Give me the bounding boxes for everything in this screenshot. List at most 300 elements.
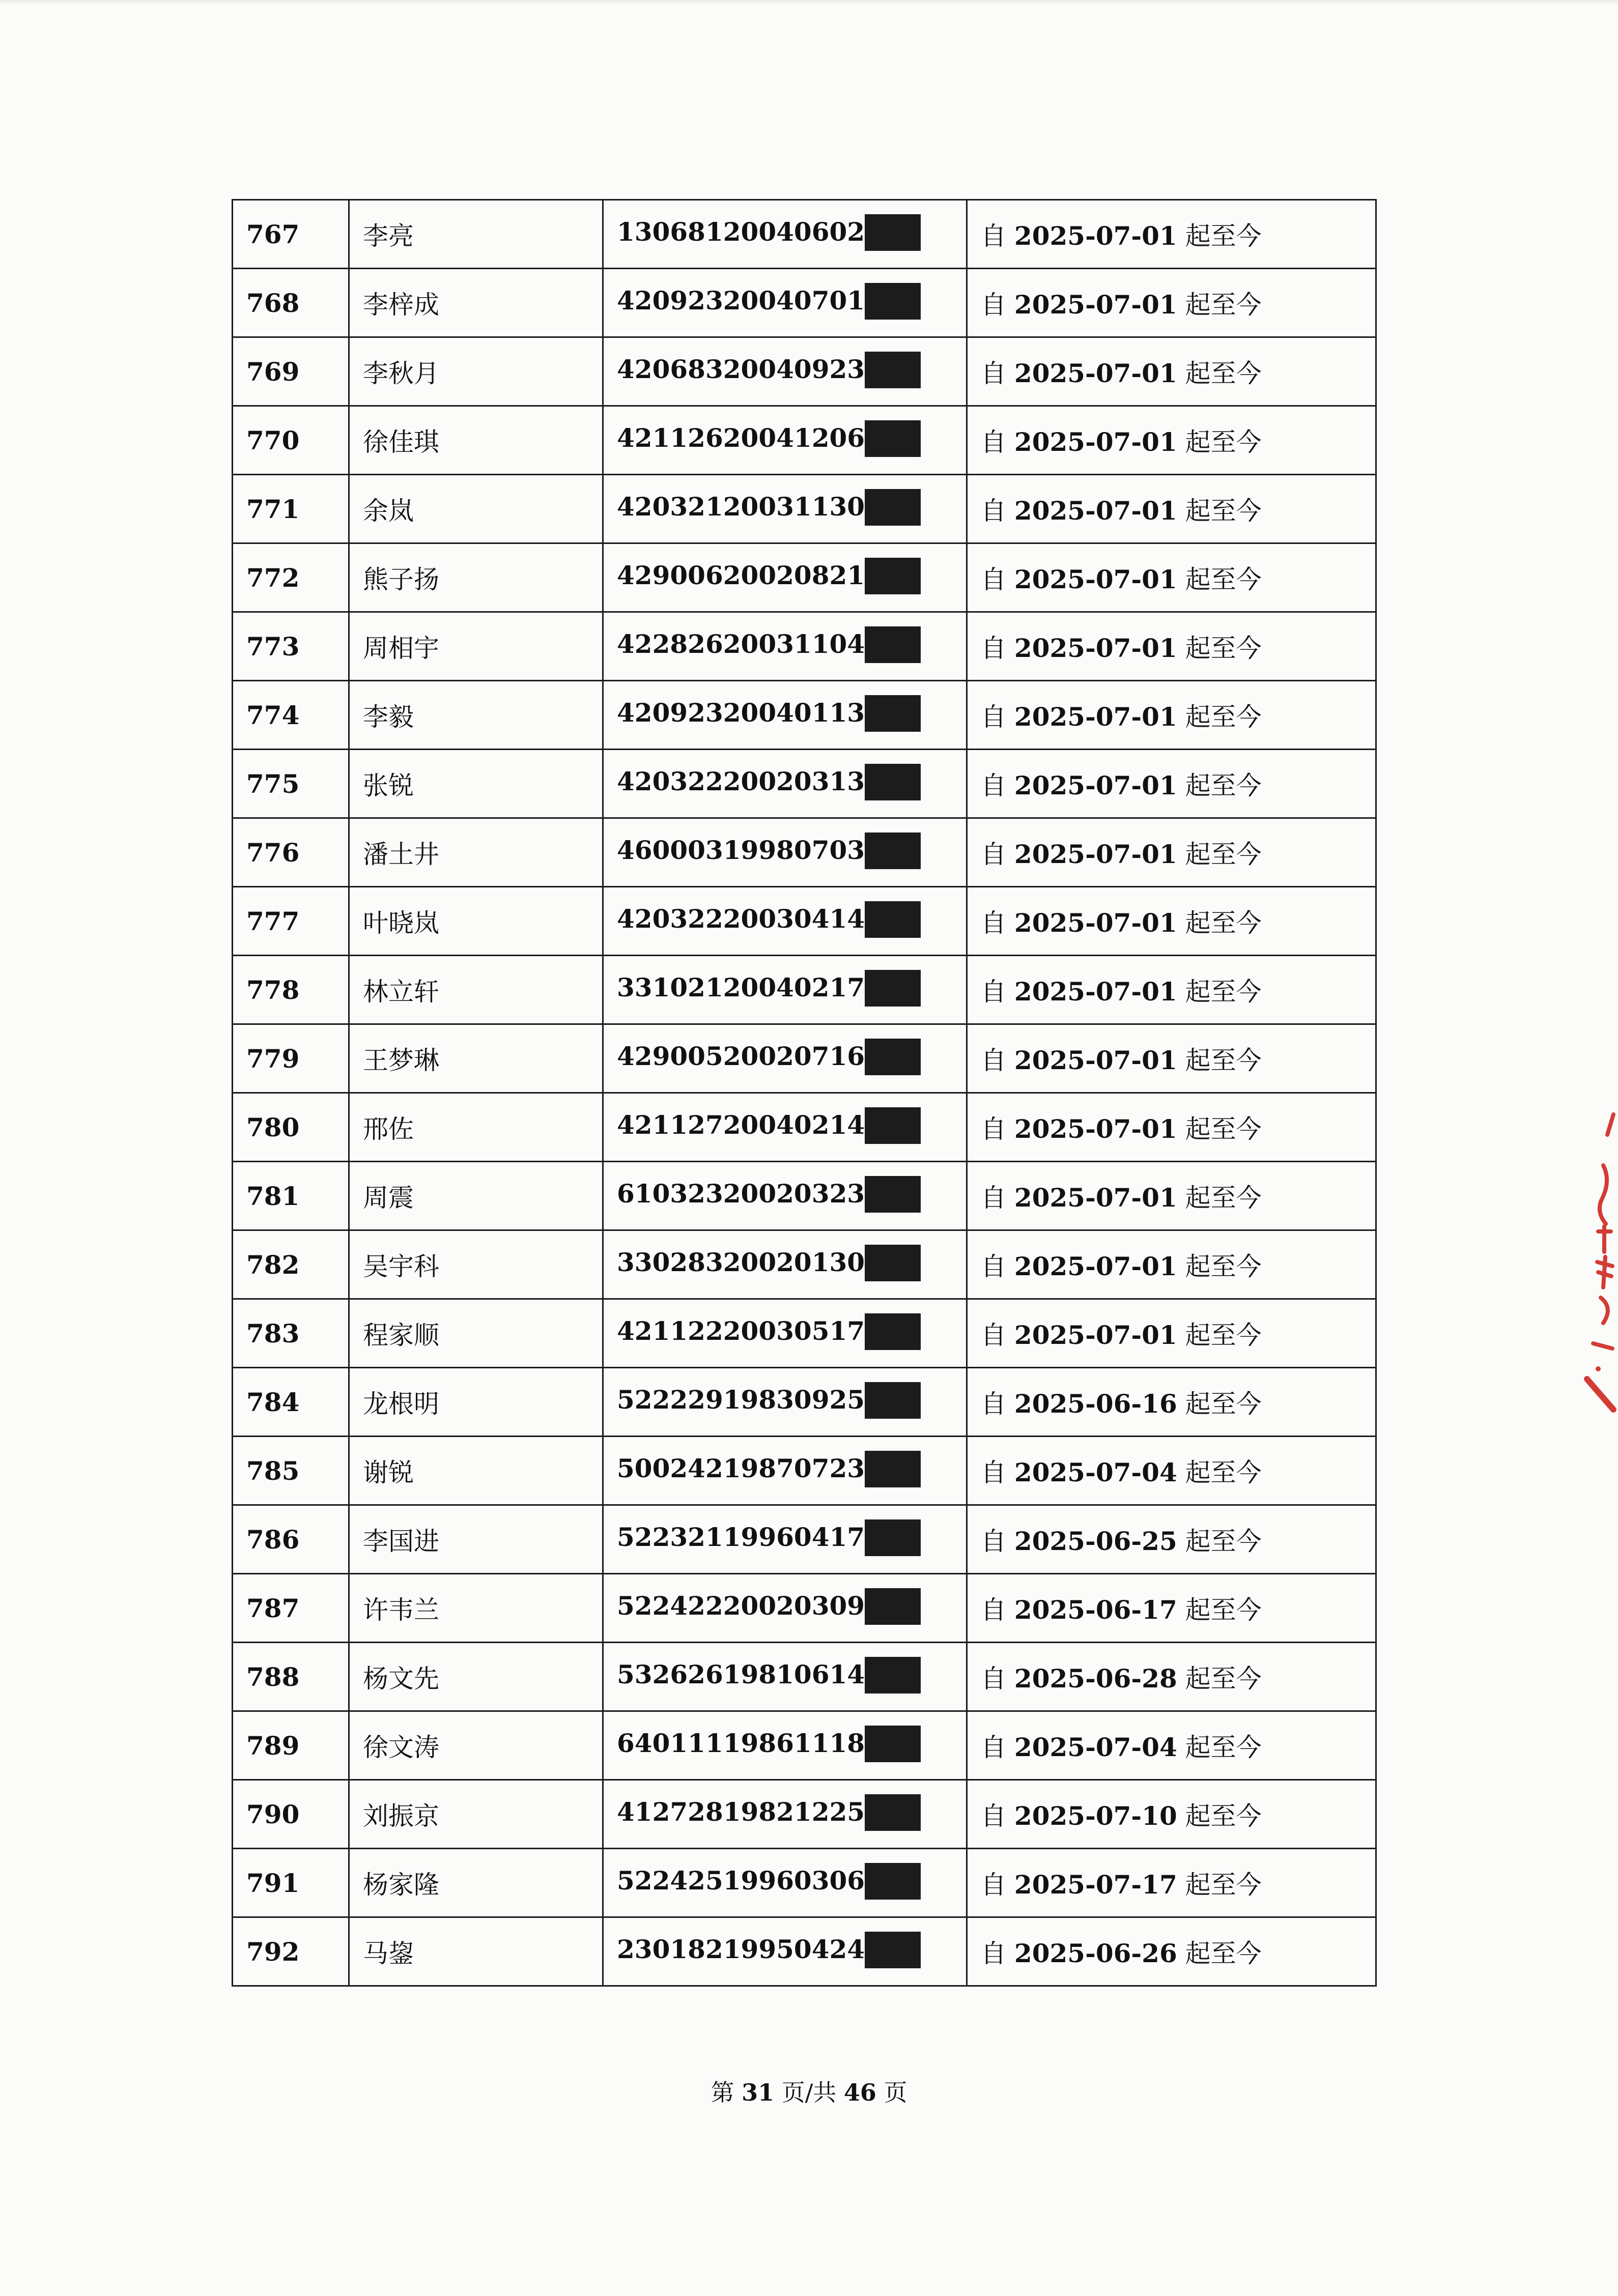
- date-range-cell: [967, 612, 1376, 681]
- table-row: [233, 1574, 1376, 1643]
- id-number-visible: 50024219870723: [617, 1453, 865, 1483]
- start-date: 2025-07-01: [1014, 702, 1177, 732]
- name-cell: [349, 1711, 603, 1780]
- table-row: [233, 1162, 1376, 1230]
- date-range-cell: [967, 681, 1376, 750]
- start-date: 2025-07-17: [1014, 1870, 1177, 1900]
- serial-number-cell: [233, 818, 349, 887]
- serial-number-cell: [233, 887, 349, 956]
- id-number-visible: 13068120040602: [617, 217, 865, 247]
- id-number-visible: 33028320020130: [617, 1247, 865, 1277]
- scan-top-edge: [0, 0, 1618, 5]
- person-name: 周相宇: [363, 634, 439, 663]
- date-range-cell: [967, 1024, 1376, 1093]
- id-number-visible: 52222919830925: [617, 1385, 865, 1415]
- serial-number-cell: [233, 1024, 349, 1093]
- start-date: 2025-07-01: [1014, 221, 1177, 251]
- serial-number: 780: [246, 1112, 300, 1142]
- start-date: 2025-07-04: [1014, 1457, 1177, 1487]
- name-cell: [349, 200, 603, 269]
- id-number-cell: [603, 1162, 967, 1230]
- date-suffix: 起至今: [1185, 1733, 1262, 1762]
- serial-number-cell: [233, 1230, 349, 1299]
- redaction-block: [865, 1107, 921, 1144]
- redaction-block: [865, 833, 921, 869]
- id-number-visible: 61032320020323: [617, 1179, 865, 1209]
- table-row: [233, 406, 1376, 475]
- redaction-block: [865, 1726, 921, 1762]
- date-range-cell: [967, 1917, 1376, 1986]
- id-number-visible: 64011119861118: [617, 1728, 865, 1758]
- name-cell: [349, 337, 603, 406]
- date-prefix: 自: [981, 496, 1006, 526]
- id-number-cell: [603, 1574, 967, 1643]
- footer-page-number: 31: [742, 2079, 775, 2106]
- footer-prefix: 第: [711, 2079, 734, 2106]
- date-range-cell: [967, 1230, 1376, 1299]
- id-number-visible: 42112620041206: [617, 423, 865, 453]
- start-date: 2025-07-10: [1014, 1801, 1177, 1831]
- table-row: [233, 818, 1376, 887]
- name-cell: [349, 1299, 603, 1368]
- person-name: 邢佐: [363, 1114, 414, 1144]
- serial-number-cell: [233, 269, 349, 337]
- date-prefix: 自: [981, 565, 1006, 594]
- person-name: 余岚: [363, 496, 414, 526]
- start-date: 2025-07-01: [1014, 977, 1177, 1007]
- start-date: 2025-07-01: [1014, 770, 1177, 800]
- date-suffix: 起至今: [1185, 1183, 1262, 1213]
- date-suffix: 起至今: [1185, 1595, 1262, 1625]
- date-suffix: 起至今: [1185, 496, 1262, 526]
- name-cell: [349, 1437, 603, 1505]
- date-suffix: 起至今: [1185, 977, 1262, 1007]
- table-row: [233, 1093, 1376, 1162]
- id-number-visible: 33102120040217: [617, 972, 865, 1002]
- person-name: 李梓成: [363, 290, 439, 320]
- table-row: [233, 612, 1376, 681]
- person-name: 马鋆: [363, 1939, 414, 1968]
- date-suffix: 起至今: [1185, 290, 1262, 320]
- date-prefix: 自: [981, 427, 1006, 457]
- id-number-visible: 41272819821225: [617, 1797, 865, 1827]
- name-cell: [349, 1230, 603, 1299]
- person-name: 张锐: [363, 771, 414, 800]
- name-cell: [349, 406, 603, 475]
- date-prefix: 自: [981, 1527, 1006, 1556]
- person-name: 熊子扬: [363, 565, 439, 594]
- person-name: 吴宇科: [363, 1252, 439, 1281]
- date-range-cell: [967, 269, 1376, 337]
- id-number-cell: [603, 1437, 967, 1505]
- id-number-cell: [603, 1711, 967, 1780]
- date-prefix: 自: [981, 1183, 1006, 1213]
- serial-number: 771: [246, 494, 300, 524]
- date-range-cell: [967, 1437, 1376, 1505]
- redaction-block: [865, 283, 921, 320]
- serial-number: 772: [246, 562, 300, 593]
- date-range-cell: [967, 1368, 1376, 1437]
- date-suffix: 起至今: [1185, 1252, 1262, 1281]
- date-suffix: 起至今: [1185, 1114, 1262, 1144]
- date-suffix: 起至今: [1185, 1870, 1262, 1900]
- person-name: 徐佳琪: [363, 427, 439, 457]
- id-number-cell: [603, 337, 967, 406]
- name-cell: [349, 269, 603, 337]
- serial-number-cell: [233, 750, 349, 818]
- date-prefix: 自: [981, 702, 1006, 732]
- person-name: 谢锐: [363, 1458, 414, 1487]
- serial-number: 790: [246, 1799, 300, 1829]
- date-suffix: 起至今: [1185, 359, 1262, 388]
- date-suffix: 起至今: [1185, 1664, 1262, 1694]
- redaction-block: [865, 626, 921, 663]
- date-suffix: 起至今: [1185, 634, 1262, 663]
- date-range-cell: [967, 956, 1376, 1024]
- serial-number-cell: [233, 337, 349, 406]
- id-number-cell: [603, 269, 967, 337]
- redaction-block: [865, 1313, 921, 1350]
- serial-number-cell: [233, 1368, 349, 1437]
- start-date: 2025-06-17: [1014, 1595, 1177, 1625]
- id-number-visible: 42032120031130: [617, 492, 865, 522]
- redaction-block: [865, 1588, 921, 1625]
- name-cell: [349, 543, 603, 612]
- redaction-block: [865, 1039, 921, 1075]
- table-row: [233, 1230, 1376, 1299]
- serial-number: 774: [246, 700, 300, 730]
- id-number-cell: [603, 406, 967, 475]
- table-row: [233, 750, 1376, 818]
- name-cell: [349, 887, 603, 956]
- table-row: [233, 200, 1376, 269]
- person-name: 徐文涛: [363, 1733, 439, 1762]
- date-prefix: 自: [981, 1389, 1006, 1419]
- start-date: 2025-07-01: [1014, 633, 1177, 663]
- name-cell: [349, 750, 603, 818]
- table-row: [233, 1299, 1376, 1368]
- redaction-block: [865, 214, 921, 251]
- start-date: 2025-07-04: [1014, 1732, 1177, 1762]
- person-name: 李秋月: [363, 359, 439, 388]
- date-range-cell: [967, 1505, 1376, 1574]
- person-name: 龙根明: [363, 1389, 439, 1419]
- date-suffix: 起至今: [1185, 1527, 1262, 1556]
- footer-middle: 页/共: [781, 2079, 837, 2106]
- start-date: 2025-07-01: [1014, 290, 1177, 320]
- start-date: 2025-07-01: [1014, 1114, 1177, 1144]
- date-suffix: 起至今: [1185, 1458, 1262, 1487]
- redaction-block: [865, 352, 921, 388]
- start-date: 2025-06-28: [1014, 1663, 1177, 1694]
- table-row: [233, 1849, 1376, 1917]
- redaction-block: [865, 1382, 921, 1419]
- start-date: 2025-06-26: [1014, 1938, 1177, 1968]
- start-date: 2025-07-01: [1014, 496, 1177, 526]
- person-name: 周震: [363, 1183, 414, 1213]
- date-suffix: 起至今: [1185, 221, 1262, 251]
- start-date: 2025-07-01: [1014, 358, 1177, 388]
- serial-number-cell: [233, 1093, 349, 1162]
- id-number-cell: [603, 887, 967, 956]
- footer-total-pages: 46: [843, 2079, 876, 2106]
- person-name: 许韦兰: [363, 1595, 439, 1625]
- table-row: [233, 681, 1376, 750]
- redaction-block: [865, 1176, 921, 1213]
- table-row: [233, 1024, 1376, 1093]
- serial-number: 775: [246, 768, 300, 799]
- name-cell: [349, 1368, 603, 1437]
- serial-number: 782: [246, 1249, 300, 1280]
- id-number-visible: 42112220030517: [617, 1316, 865, 1346]
- date-range-cell: [967, 475, 1376, 543]
- page-footer: [0, 2074, 1618, 2108]
- id-number-cell: [603, 1299, 967, 1368]
- date-prefix: 自: [981, 1595, 1006, 1625]
- id-number-visible: 42032220030414: [617, 904, 865, 934]
- table-row: [233, 1368, 1376, 1437]
- redaction-block: [865, 695, 921, 732]
- serial-number: 789: [246, 1730, 300, 1761]
- table-row: [233, 887, 1376, 956]
- redaction-block: [865, 970, 921, 1007]
- id-number-cell: [603, 1230, 967, 1299]
- date-range-cell: [967, 750, 1376, 818]
- date-suffix: 起至今: [1185, 1939, 1262, 1968]
- date-prefix: 自: [981, 1664, 1006, 1694]
- id-number-visible: 46000319980703: [617, 835, 865, 865]
- id-number-cell: [603, 1505, 967, 1574]
- start-date: 2025-07-01: [1014, 1251, 1177, 1281]
- person-name: 李毅: [363, 702, 414, 732]
- start-date: 2025-06-16: [1014, 1389, 1177, 1419]
- id-number-cell: [603, 1917, 967, 1986]
- start-date: 2025-07-01: [1014, 1320, 1177, 1350]
- date-prefix: 自: [981, 221, 1006, 251]
- name-cell: [349, 1093, 603, 1162]
- table-row: [233, 337, 1376, 406]
- redaction-block: [865, 558, 921, 594]
- name-cell: [349, 1574, 603, 1643]
- serial-number: 777: [246, 906, 300, 936]
- date-range-cell: [967, 543, 1376, 612]
- person-name: 李国进: [363, 1527, 439, 1556]
- table-row: [233, 1643, 1376, 1711]
- serial-number: 773: [246, 631, 300, 662]
- date-range-cell: [967, 818, 1376, 887]
- redaction-block: [865, 1863, 921, 1900]
- date-range-cell: [967, 1780, 1376, 1849]
- start-date: 2025-07-01: [1014, 564, 1177, 594]
- id-number-visible: 52242220020309: [617, 1591, 865, 1621]
- date-prefix: 自: [981, 1046, 1006, 1075]
- serial-number: 785: [246, 1455, 300, 1486]
- date-prefix: 自: [981, 1321, 1006, 1350]
- serial-number-cell: [233, 1643, 349, 1711]
- serial-number-cell: [233, 1917, 349, 1986]
- redaction-block: [865, 1519, 921, 1556]
- name-cell: [349, 681, 603, 750]
- id-number-visible: 52242519960306: [617, 1866, 865, 1896]
- date-prefix: 自: [981, 634, 1006, 663]
- date-range-cell: [967, 887, 1376, 956]
- date-suffix: 起至今: [1185, 565, 1262, 594]
- id-number-visible: 42112720040214: [617, 1110, 865, 1140]
- date-prefix: 自: [981, 1114, 1006, 1144]
- date-prefix: 自: [981, 1870, 1006, 1900]
- name-cell: [349, 1849, 603, 1917]
- serial-number-cell: [233, 956, 349, 1024]
- serial-number: 781: [246, 1181, 300, 1211]
- table-row: [233, 1780, 1376, 1849]
- id-number-cell: [603, 200, 967, 269]
- footer-suffix: 页: [884, 2079, 907, 2106]
- date-prefix: 自: [981, 1939, 1006, 1968]
- table-row: [233, 1917, 1376, 1986]
- person-name: 王梦琳: [363, 1046, 439, 1075]
- serial-number-cell: [233, 475, 349, 543]
- date-range-cell: [967, 1849, 1376, 1917]
- id-number-cell: [603, 1024, 967, 1093]
- serial-number: 776: [246, 837, 300, 868]
- table-row: [233, 1711, 1376, 1780]
- person-name: 杨家隆: [363, 1870, 439, 1900]
- serial-number: 792: [246, 1936, 300, 1967]
- serial-number: 788: [246, 1661, 300, 1692]
- start-date: 2025-07-01: [1014, 427, 1177, 457]
- name-cell: [349, 1162, 603, 1230]
- serial-number-cell: [233, 1574, 349, 1643]
- id-number-cell: [603, 1093, 967, 1162]
- date-suffix: 起至今: [1185, 908, 1262, 938]
- start-date: 2025-07-01: [1014, 1183, 1177, 1213]
- date-range-cell: [967, 1162, 1376, 1230]
- table-row: [233, 269, 1376, 337]
- name-cell: [349, 1024, 603, 1093]
- serial-number-cell: [233, 1849, 349, 1917]
- serial-number: 783: [246, 1318, 300, 1348]
- serial-number-cell: [233, 1299, 349, 1368]
- date-prefix: 自: [981, 1252, 1006, 1281]
- table-row: [233, 475, 1376, 543]
- person-name: 程家顺: [363, 1321, 439, 1350]
- date-range-cell: [967, 406, 1376, 475]
- id-number-cell: [603, 818, 967, 887]
- name-cell: [349, 956, 603, 1024]
- date-prefix: 自: [981, 771, 1006, 800]
- date-suffix: 起至今: [1185, 1321, 1262, 1350]
- redaction-block: [865, 901, 921, 938]
- person-name: 林立轩: [363, 977, 439, 1007]
- roster-body: [233, 200, 1376, 1986]
- date-range-cell: [967, 200, 1376, 269]
- id-number-cell: [603, 750, 967, 818]
- serial-number-cell: [233, 1437, 349, 1505]
- serial-number: 769: [246, 356, 300, 387]
- serial-number: 768: [246, 288, 300, 318]
- id-number-cell: [603, 1643, 967, 1711]
- id-number-cell: [603, 612, 967, 681]
- seal-stamp-fragment: [1583, 1104, 1618, 1420]
- id-number-visible: 42900520020716: [617, 1041, 865, 1071]
- date-range-cell: [967, 1711, 1376, 1780]
- date-suffix: 起至今: [1185, 1389, 1262, 1419]
- serial-number-cell: [233, 543, 349, 612]
- name-cell: [349, 612, 603, 681]
- id-number-visible: 42092320040701: [617, 285, 865, 315]
- date-range-cell: [967, 1574, 1376, 1643]
- serial-number: 784: [246, 1387, 300, 1417]
- redaction-block: [865, 1657, 921, 1694]
- name-cell: [349, 818, 603, 887]
- serial-number: 767: [246, 219, 300, 249]
- redaction-block: [865, 1451, 921, 1487]
- start-date: 2025-07-01: [1014, 1045, 1177, 1075]
- person-name: 杨文先: [363, 1664, 439, 1694]
- person-name: 潘土井: [363, 840, 439, 869]
- table-row: [233, 1505, 1376, 1574]
- id-number-cell: [603, 681, 967, 750]
- date-suffix: 起至今: [1185, 771, 1262, 800]
- date-prefix: 自: [981, 1801, 1006, 1831]
- date-suffix: 起至今: [1185, 427, 1262, 457]
- serial-number-cell: [233, 612, 349, 681]
- table-row: [233, 543, 1376, 612]
- date-prefix: 自: [981, 1458, 1006, 1487]
- serial-number-cell: [233, 406, 349, 475]
- person-name: 叶晓岚: [363, 908, 439, 938]
- id-number-visible: 42068320040923: [617, 354, 865, 384]
- id-number-cell: [603, 1780, 967, 1849]
- date-range-cell: [967, 1299, 1376, 1368]
- date-prefix: 自: [981, 977, 1006, 1007]
- date-prefix: 自: [981, 840, 1006, 869]
- name-cell: [349, 475, 603, 543]
- name-cell: [349, 1917, 603, 1986]
- name-cell: [349, 1505, 603, 1574]
- serial-number-cell: [233, 681, 349, 750]
- redaction-block: [865, 1794, 921, 1831]
- redaction-block: [865, 489, 921, 526]
- name-cell: [349, 1780, 603, 1849]
- id-number-visible: 42032220020313: [617, 766, 865, 796]
- id-number-visible: 42282620031104: [617, 629, 865, 659]
- serial-number: 791: [246, 1868, 300, 1898]
- date-suffix: 起至今: [1185, 1046, 1262, 1075]
- serial-number-cell: [233, 200, 349, 269]
- date-range-cell: [967, 1093, 1376, 1162]
- serial-number: 778: [246, 974, 300, 1005]
- id-number-visible: 23018219950424: [617, 1934, 865, 1964]
- date-prefix: 自: [981, 908, 1006, 938]
- redaction-block: [865, 1932, 921, 1968]
- id-number-cell: [603, 1368, 967, 1437]
- date-suffix: 起至今: [1185, 702, 1262, 732]
- table-row: [233, 956, 1376, 1024]
- id-number-visible: 53262619810614: [617, 1659, 865, 1689]
- serial-number: 787: [246, 1593, 300, 1623]
- id-number-cell: [603, 956, 967, 1024]
- serial-number: 786: [246, 1524, 300, 1555]
- name-cell: [349, 1643, 603, 1711]
- redaction-block: [865, 420, 921, 457]
- serial-number-cell: [233, 1162, 349, 1230]
- start-date: 2025-07-01: [1014, 839, 1177, 869]
- id-number-visible: 42900620020821: [617, 560, 865, 590]
- date-range-cell: [967, 337, 1376, 406]
- start-date: 2025-06-25: [1014, 1526, 1177, 1556]
- date-suffix: 起至今: [1185, 840, 1262, 869]
